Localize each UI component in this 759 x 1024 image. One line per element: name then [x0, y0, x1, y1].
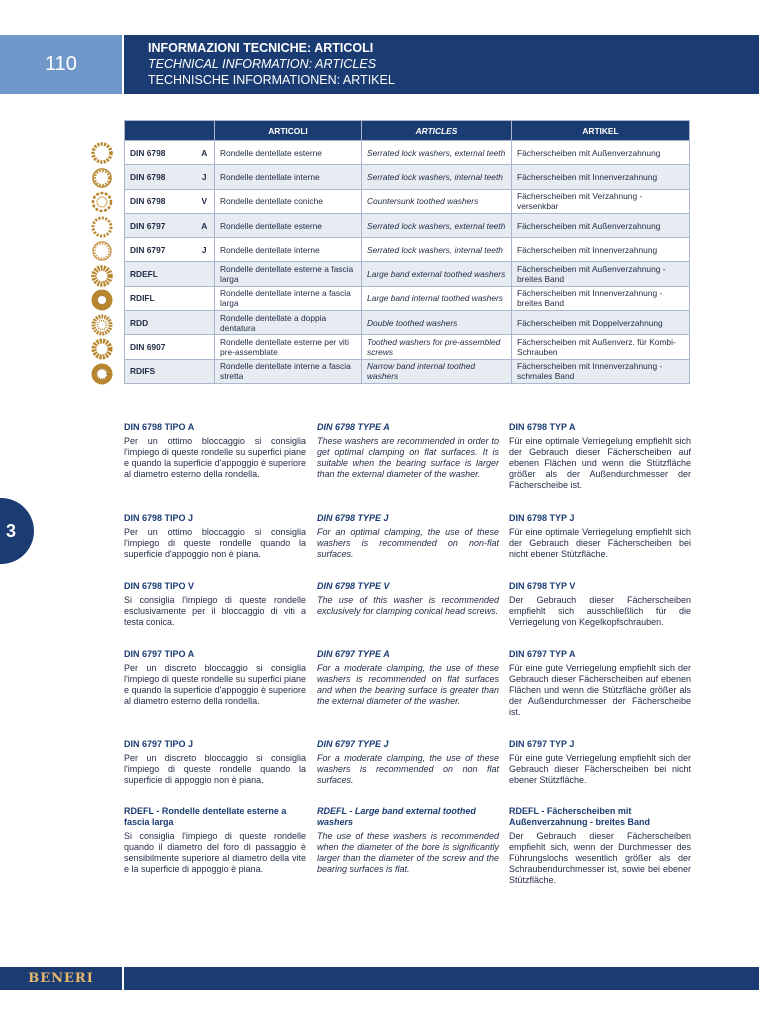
row-code: DIN 6797 — [125, 238, 195, 262]
row-en: Large band external toothed washers — [362, 262, 512, 286]
section-title: DIN 6798 TIPO V — [124, 581, 195, 591]
row-it: Rondelle dentellate esterne a fascia larga — [215, 262, 362, 286]
table-row — [125, 262, 690, 286]
row-code: RDEFL — [125, 262, 195, 286]
row-variant — [195, 335, 215, 359]
row-de: Fächerscheiben mit Außenverzahnung — [512, 141, 690, 165]
row-en: Serrated lock washers, internal teeth — [362, 238, 512, 262]
section-title: RDEFL - Rondelle dentellate esterne a fascia larga — [124, 806, 287, 827]
logo-text: BENERI — [28, 971, 94, 986]
section-text: Für eine gute Verriegelung empfiehlt sich der Gebrauch dieser Fächerscheiben bei nicht ebener Stützfläche. — [509, 753, 691, 785]
section-title: DIN 6797 TYP J — [509, 739, 575, 749]
section-text: Per un discreto bloccaggio si consiglia l'impiego di queste rondelle quando la superficie di appoggio non è piana. — [124, 753, 306, 785]
table-header-en: ARTICLES — [362, 121, 512, 141]
table-header-row — [125, 121, 690, 141]
table-row — [125, 335, 690, 359]
section-title: RDEFL - Fächerscheiben mit Außenverzahnung - breites Band — [509, 806, 651, 827]
section-text: The use of this washer is recommended exclusively for clamping conical head screws. — [317, 595, 499, 616]
row-it: Rondelle dentellate interne — [215, 238, 362, 262]
section-it — [124, 806, 306, 875]
row-de: Fächerscheiben mit Innenverzahnung - schmales Band — [512, 359, 690, 383]
washer-external-teeth-icon — [88, 141, 116, 166]
section-title: RDEFL - Large band external toothed washers — [317, 806, 476, 827]
row-de: Fächerscheiben mit Innenverzahnung — [512, 238, 690, 262]
section-en — [317, 513, 499, 560]
section-text: Für eine optimale Verriegelung empfiehlt sich der Gebrauch dieser Fächerscheiben auf ebenen Flächen und wenn die Stützfläche größer als der Außendurchmesser der Fächerscheibe ist. — [509, 436, 691, 490]
section-text: Der Gebrauch dieser Fächerscheiben empfiehlt sich ausschließlich für die Verriegelung von Kegelkopfschrauben. — [509, 595, 691, 627]
row-de: Fächerscheiben mit Außenverz. für Kombi-Schrauben — [512, 335, 690, 359]
section-text: Per un discreto bloccaggio si consiglia l'impiego di queste rondelle su superfici piane e quando la superficie d'appoggio è superiore al diametro esterno della rondella. — [124, 663, 306, 706]
section-de — [509, 422, 691, 491]
washer-internal-teeth-icon — [88, 166, 116, 191]
table-row — [125, 189, 690, 213]
section-it — [124, 739, 306, 786]
washer-large-band-external-icon — [88, 264, 116, 289]
row-it: Rondelle dentellate a doppia dentatura — [215, 311, 362, 335]
table-row — [125, 286, 690, 310]
table-row — [125, 359, 690, 383]
row-variant: A — [195, 213, 215, 237]
header-title-en: TECHNICAL INFORMATION: ARTICLES — [148, 57, 377, 71]
row-de: Fächerscheiben mit Verzahnung - versenkbar — [512, 189, 690, 213]
section-it — [124, 513, 306, 560]
row-en: Countersunk toothed washers — [362, 189, 512, 213]
section-en — [317, 806, 499, 875]
washer-large-band-internal-icon — [88, 288, 116, 313]
section-title: DIN 6797 TYPE A — [317, 649, 390, 659]
section-title: DIN 6797 TIPO J — [124, 739, 194, 749]
row-en: Serrated lock washers, external teeth — [362, 141, 512, 165]
section-text: Der Gebrauch dieser Fächerscheiben empfiehlt sich, wenn der Durchmesser des Führungslochs wesentlich größer als der Schraubendurchmesser ist, sowie bei ebener Stützfläche. — [509, 831, 691, 885]
row-variant — [195, 286, 215, 310]
row-variant — [195, 311, 215, 335]
section-title: DIN 6798 TYP A — [509, 422, 576, 432]
washer-icons — [88, 141, 116, 386]
table-row — [125, 213, 690, 237]
section-text: For an optimal clamping, the use of these washers is recommended on non-flat surfaces. — [317, 527, 499, 559]
section-title: DIN 6798 TIPO J — [124, 513, 194, 523]
section-it — [124, 581, 306, 628]
section-text: Si consiglia l'impiego di queste rondelle esclusivamente per il bloccaggio di viti a testa conica. — [124, 595, 306, 627]
row-variant: J — [195, 165, 215, 189]
section-text: Für eine optimale Verriegelung empfiehlt sich der Gebrauch dieser Fächerscheiben bei nicht ebener Stützfläche. — [509, 527, 691, 559]
row-it: Rondelle dentellate esterne per viti pre-assemblate — [215, 335, 362, 359]
table-header-de: ARTIKEL — [512, 121, 690, 141]
section-title: DIN 6798 TYPE V — [317, 581, 390, 591]
section-title: DIN 6798 TYPE A — [317, 422, 390, 432]
section-it — [124, 422, 306, 480]
row-code: RDIFL — [125, 286, 195, 310]
row-code: DIN 6798 — [125, 141, 195, 165]
table-header-blank — [125, 121, 215, 141]
row-code: RDIFS — [125, 359, 195, 383]
section-en — [317, 649, 499, 707]
row-en: Narrow band internal toothed washers — [362, 359, 512, 383]
section-text: Per un ottimo bloccaggio si consiglia l'impiego di queste rondelle quando la superficie d'appoggio non è piana. — [124, 527, 306, 559]
washer-external-teeth-icon — [88, 215, 116, 240]
chapter-tab[interactable]: 3 — [0, 498, 34, 564]
page-number: 110 — [0, 35, 122, 94]
section-de — [509, 806, 691, 886]
row-variant — [195, 359, 215, 383]
footer-band — [124, 967, 759, 990]
row-en: Large band internal toothed washers — [362, 286, 512, 310]
row-variant: A — [195, 141, 215, 165]
section-text: For a moderate clamping, the use of these washers is recommended on flat surfaces and when the bearing surface is greater than the external diameter of the washer. — [317, 663, 499, 706]
row-it: Rondelle dentellate interne a fascia larga — [215, 286, 362, 310]
row-it: Rondelle dentellate coniche — [215, 189, 362, 213]
section-de — [509, 513, 691, 560]
section-en — [317, 739, 499, 786]
section-text: Für eine gute Verriegelung empfiehlt sich der Gebrauch dieser Fächerscheiben auf ebenen Flächen und wenn die Stützfläche größer als der Außendurchmesser der Fächerscheibe ist. — [509, 663, 691, 717]
washer-narrow-band-icon — [88, 362, 116, 387]
section-en — [317, 422, 499, 480]
row-en: Double toothed washers — [362, 311, 512, 335]
section-en — [317, 581, 499, 617]
section-title: DIN 6798 TYP V — [509, 581, 576, 591]
header-title-it: INFORMAZIONI TECNICHE: ARTICOLI — [148, 41, 374, 55]
section-title: DIN 6797 TYPE J — [317, 739, 389, 749]
row-code: RDD — [125, 311, 195, 335]
section-title: DIN 6797 TYP A — [509, 649, 576, 659]
row-code: DIN 6798 — [125, 189, 195, 213]
row-code: DIN 6907 — [125, 335, 195, 359]
row-de: Fächerscheiben mit Innenverzahnung — [512, 165, 690, 189]
row-de: Fächerscheiben mit Doppelverzahnung — [512, 311, 690, 335]
row-variant: V — [195, 189, 215, 213]
row-code: DIN 6797 — [125, 213, 195, 237]
section-de — [509, 581, 691, 628]
section-text: For a moderate clamping, the use of these washers is recommended on non flat surfaces. — [317, 753, 499, 785]
row-it: Rondelle dentellate esterne — [215, 213, 362, 237]
row-en: Serrated lock washers, external teeth — [362, 213, 512, 237]
section-text: Per un ottimo bloccaggio si consiglia l'impiego di queste rondelle su superfici piane e quando la superficie d'appoggio è superiore al diametro esterno della rondella. — [124, 436, 306, 479]
row-de: Fächerscheiben mit Außenverzahnung - breites Band — [512, 262, 690, 286]
row-it: Rondelle dentellate esterne — [215, 141, 362, 165]
table-header-it: ARTICOLI — [215, 121, 362, 141]
row-de: Fächerscheiben mit Außenverzahnung — [512, 213, 690, 237]
washer-internal-teeth-icon — [88, 239, 116, 264]
table-row — [125, 311, 690, 335]
header-title-de: TECHNISCHE INFORMATIONEN: ARTIKEL — [148, 73, 395, 87]
articles-table — [124, 120, 690, 384]
table-row — [125, 238, 690, 262]
row-variant: J — [195, 238, 215, 262]
section-title: DIN 6798 TYPE J — [317, 513, 389, 523]
row-en: Toothed washers for pre-assembled screws — [362, 335, 512, 359]
row-it: Rondelle dentellate interne a fascia stretta — [215, 359, 362, 383]
section-text: Si consiglia l'impiego di queste rondelle quando il diametro del foro di passaggio è sensibilmente superiore al diametro della vite e la superficie di appoggio è piana. — [124, 831, 306, 874]
row-variant — [195, 262, 215, 286]
row-it: Rondelle dentellate interne — [215, 165, 362, 189]
washer-countersunk-icon — [88, 190, 116, 215]
header-band — [124, 35, 759, 94]
beneri-logo — [0, 967, 122, 990]
section-title: DIN 6798 TIPO A — [124, 422, 195, 432]
section-text: These washers are recommended in order to get optimal clamping on flat surfaces. It is suitable when the bearing surface is larger than the external diameter of the washer. — [317, 436, 499, 479]
section-title: DIN 6797 TIPO A — [124, 649, 195, 659]
section-it — [124, 649, 306, 707]
row-en: Serrated lock washers, internal teeth — [362, 165, 512, 189]
table-row — [125, 165, 690, 189]
row-de: Fächerscheiben mit Innenverzahnung - breites Band — [512, 286, 690, 310]
washer-double-toothed-icon — [88, 313, 116, 338]
table-row — [125, 141, 690, 165]
section-text: The use of these washers is recommended when the diameter of the bore is significantly larger than the diameter of the screw and the bearing surfaces is flat. — [317, 831, 499, 874]
washer-pre-assembled-icon — [88, 337, 116, 362]
row-code: DIN 6798 — [125, 165, 195, 189]
section-de — [509, 649, 691, 718]
section-de — [509, 739, 691, 786]
section-title: DIN 6798 TYP J — [509, 513, 575, 523]
